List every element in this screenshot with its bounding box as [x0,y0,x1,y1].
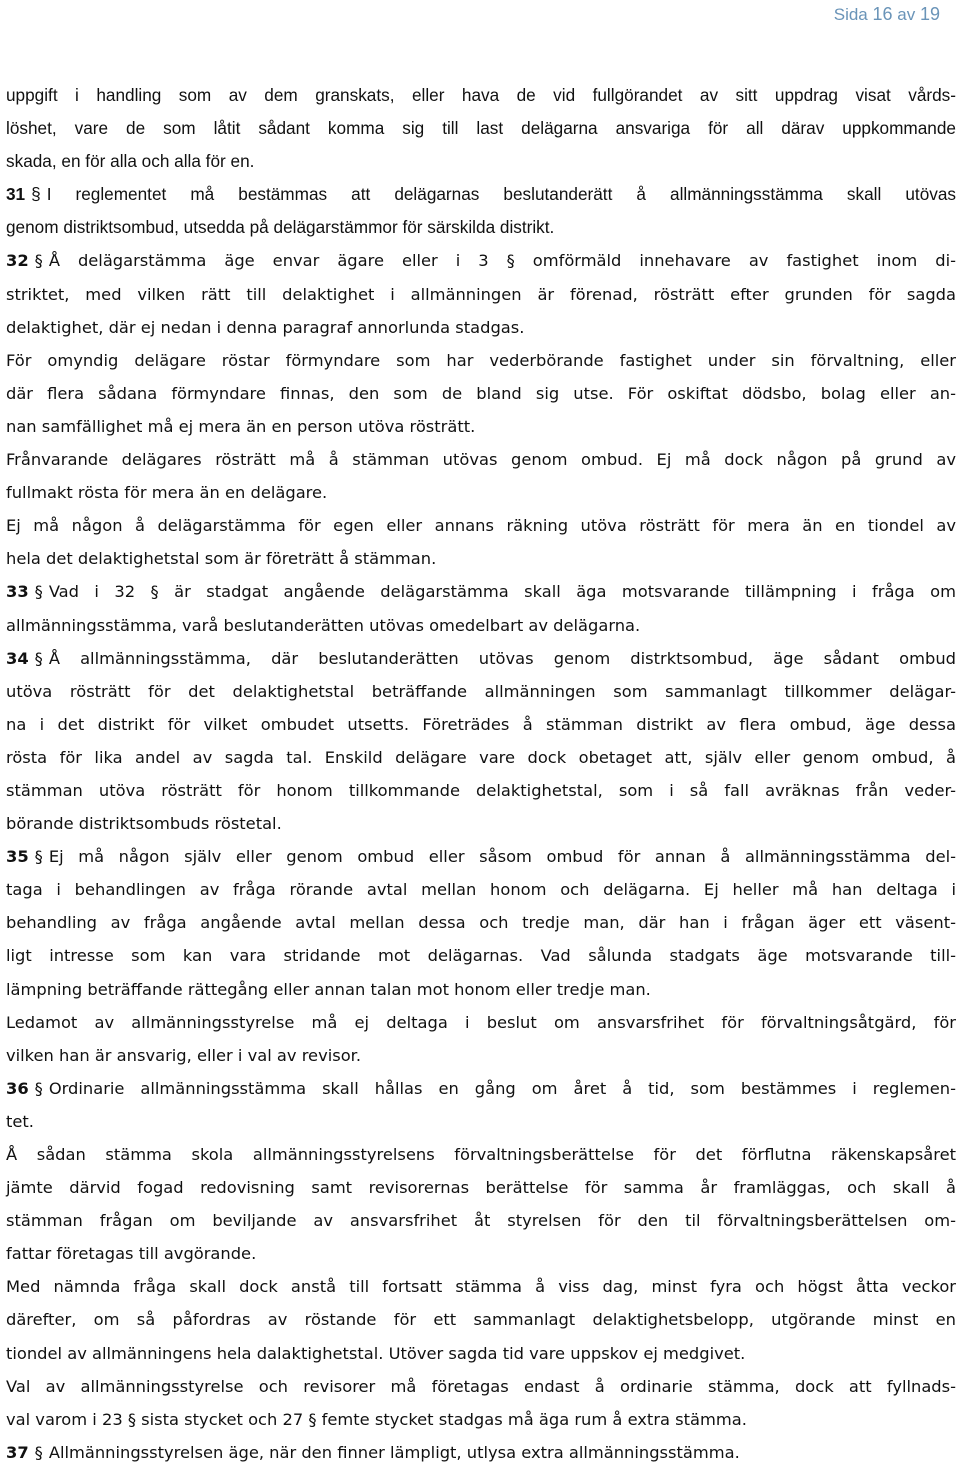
text-line [6,1237,956,1270]
paragraph-symbol: § [34,251,43,271]
line-text: Å sådan stämma skola allmänningsstyrelsens förvaltningsberättelse för det förflutna räkenskapsåret [6,1145,956,1164]
paragraph-symbol: § [34,847,43,867]
line-text: Frånvarande delägares rösträtt må å stämman utövas genom ombud. Ej må dock någon på grund av [6,450,956,470]
line-text: taga i behandlingen av fråga rörande avtal mellan honom och delägarna. Ej heller må han deltaga i [6,880,956,900]
text-line [6,1436,956,1469]
text-line [6,377,956,410]
line-text: Allmänningsstyrelsen äge, när den finner lämpligt, utlysa extra allmänningsstämma. [48,1442,740,1462]
line-text: Å allmänningsstämma, där beslutanderätten utövas genom distrktsombud, äge sådant ombud [48,648,956,668]
paragraph-symbol: § [34,582,43,602]
text-line [6,873,956,906]
line-text: stämman frågan om beviljande av ansvarsfrihet åt styrelsen för den til förvaltningsberättelsen om- [6,1211,956,1231]
paragraph-symbol: § [34,1442,43,1462]
text-line [6,675,956,708]
line-text: Vad i 32 § är stadgat angående delägarstämma skall äga motsvarande tillämpning i fråga om [48,582,956,602]
text-line [6,973,956,1006]
text-line [6,443,956,476]
page-number [834,4,940,25]
text-line [6,840,956,873]
line-text: stämman utöva rösträtt för honom tillkommande delaktighetstal, som i så fall avräknas från veder- [6,780,956,800]
text-line [6,708,956,741]
text-line [6,1171,956,1204]
line-text: allmänningsstämma, varå beslutanderätten utövas omedelbart av delägarna. [6,615,641,635]
text-line [6,906,956,939]
text-line [6,807,956,840]
line-text: delaktighet, där ej nedan i denna paragraf annorlunda stadgas. [6,317,525,337]
text-line [6,542,956,575]
page-total: 19 [919,4,940,24]
line-text: Å delägarstämma äge envar ägare eller i 3 § omförmäld innehavare av fastighet inom di- [48,251,956,271]
text-line [6,575,956,608]
text-line [6,1204,956,1237]
section-number: 31 [6,184,26,205]
text-line [6,311,956,344]
line-text: rösta för lika andel av sagda tal. Enskild delägare vare dock obetaget att, själv eller genom ombud, å [6,747,956,767]
line-text: därefter, om så påfordras av röstande för ett sammanlagt delaktighetsbelopp, utgörande minst en [6,1310,956,1330]
text-line [6,1337,956,1370]
line-text: För omyndig delägare röstar förmyndare som har vederbörande fastighet under sin förvaltning, eller [6,350,956,370]
line-text: lämpning beträffande rättegång eller annan talan mot honom eller tredje man. [6,979,651,999]
text-line [6,1403,956,1436]
text-line [6,609,956,642]
text-line [6,79,956,112]
paragraph-symbol: § [31,184,41,205]
text-line [6,1006,956,1039]
line-text: fattar företagas till avgörande. [6,1244,257,1264]
line-text: behandling av fråga angående avtal mellan dessa och tredje man, där han i frågan äger ett väsent- [6,913,956,933]
page-prefix: Sida [833,5,868,24]
text-line [6,344,956,377]
text-line [6,1072,956,1105]
line-text: börande distriktsombuds röstetal. [6,814,282,834]
text-line [6,939,956,972]
section-number: 37 [6,1442,29,1462]
section-number: 33 [6,582,29,602]
line-text: genom distriktsombud, utsedda på delägarstämmor för särskilda distrikt. [6,217,555,238]
text-line [6,1039,956,1072]
text-line [6,178,956,211]
text-line [6,145,956,178]
text-line [6,774,956,807]
line-text: löshet, vare de som låtit sådant komma sig till last delägarna ansvariga för all därav uppkommande [6,118,956,139]
text-line [6,1138,956,1171]
text-line [6,741,956,774]
line-text: tet. [6,1111,34,1131]
section-number: 36 [6,1078,29,1098]
line-text: jämte därvid fogad redovisning samt revisorernas berättelse för samma år framläggas, och skall å [6,1178,956,1198]
page-current: 16 [872,4,893,24]
line-text: Ordinarie allmänningsstämma skall hållas en gång om året å tid, som bestämmes i reglemen- [48,1078,956,1098]
line-text: Ej må någon å delägarstämma för egen eller annans räkning utöva rösträtt för mera än en tiondel av [6,516,956,536]
line-text: nan samfällighet må ej mera än en person utöva rösträtt. [6,416,476,436]
line-text: vilken han är ansvarig, eller i val av revisor. [6,1045,362,1065]
text-line [6,1270,956,1303]
document-body [6,79,956,1469]
text-line [6,1105,956,1138]
text-line [6,476,956,509]
text-line [6,642,956,675]
line-text: Ej må någon själv eller genom ombud eller såsom ombud för annan å allmänningsstämma del- [48,847,956,867]
line-text: I reglementet må bestämmas att delägarnas beslutanderätt å allmänningsstämma skall utövas [46,184,956,205]
line-text: striktet, med vilken rätt till delaktighet i allmänningen är förenad, rösträtt efter grunden för sagda [6,284,956,304]
text-line [6,1370,956,1403]
text-line [6,112,956,145]
text-line [6,278,956,311]
line-text: tiondel av allmänningens hela dalaktighetstal. Utöver sagda tid vare uppskov ej medgivet. [6,1343,746,1363]
text-line [6,244,956,277]
line-text: hela det delaktighetstal som är företrätt å stämman. [6,549,437,569]
line-text: Med nämnda fråga skall dock anstå till fortsatt stämma å viss dag, minst fyra och högst åtta veckor [6,1277,956,1297]
line-text: utöva rösträtt för det delaktighetstal beträffande allmänningen som sammanlagt tillkommer delägar- [6,681,956,701]
line-text: där flera sådana förmyndare finnas, den som de bland sig utse. För oskiftat dödsbo, bolag eller an- [6,383,956,403]
section-number: 32 [6,251,29,271]
line-text: Ledamot av allmänningsstyrelse må ej deltaga i beslut om ansvarsfrihet för förvaltningsåtgärd, för [6,1012,956,1032]
section-number: 35 [6,847,29,867]
paragraph-symbol: § [34,648,43,668]
text-line [6,410,956,443]
section-number: 34 [6,648,29,668]
line-text: val varom i 23 § sista stycket och 27 § femte stycket stadgas må äga rum å extra stämma. [6,1409,747,1429]
line-text: skada, en för alla och alla för en. [6,151,255,172]
text-line [6,509,956,542]
line-text: fullmakt rösta för mera än en delägare. [6,483,328,503]
text-line [6,1303,956,1336]
line-text: Val av allmänningsstyrelse och revisorer må företagas endast å ordinarie stämma, dock att fyllnads- [6,1376,956,1396]
page-of: av [897,5,916,24]
line-text: na i det distrikt för vilket ombudet utsetts. Företrädes å stämman distrikt av flera ombud, äge dessa [6,714,956,734]
line-text: uppgift i handling som av dem granskats, eller hava de vid fullgörandet av sitt uppdrag visat vårds- [6,85,956,105]
text-line [6,211,956,244]
line-text: ligt intresse som kan vara stridande mot delägarnas. Vad sålunda stadgats äge motsvarande till- [6,946,956,966]
paragraph-symbol: § [34,1078,43,1098]
